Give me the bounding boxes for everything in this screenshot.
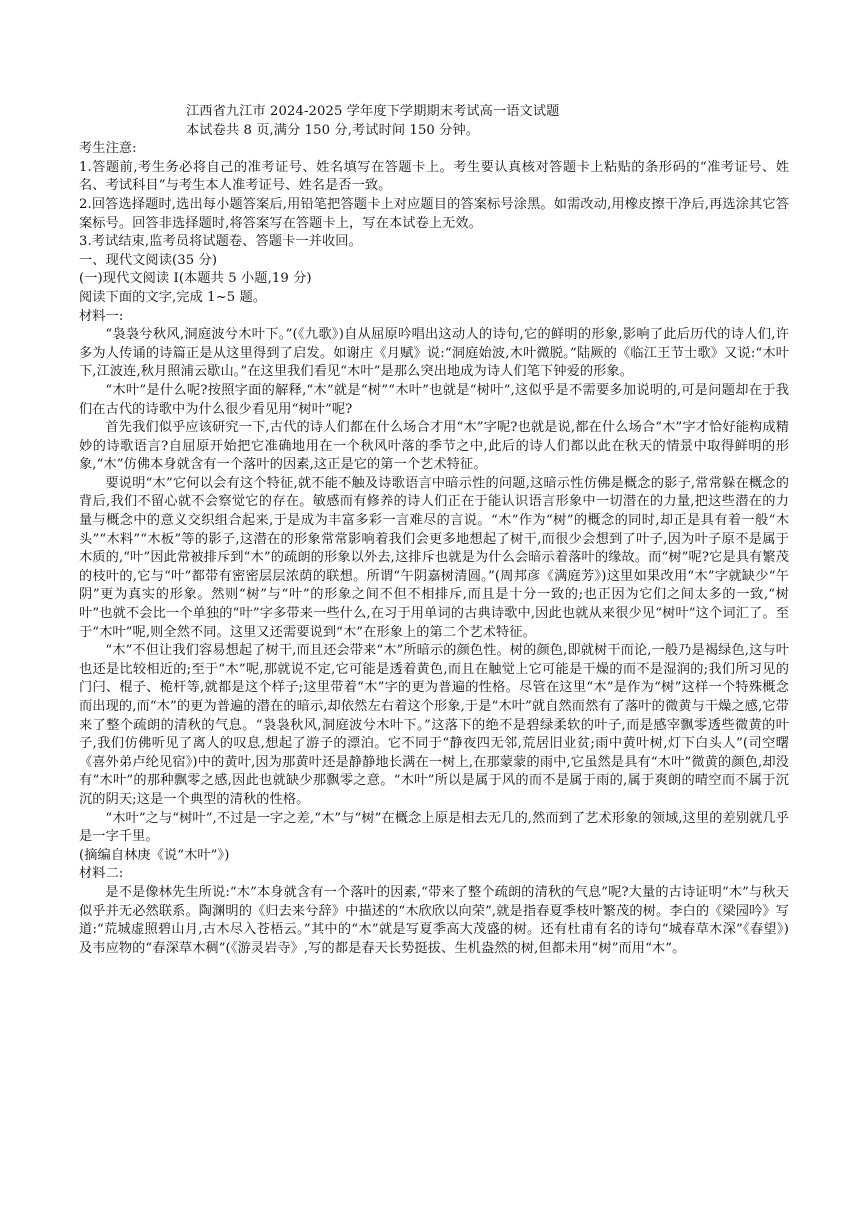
section-subtitle: (一)现代文阅读 I(本题共 5 小题,19 分)	[79, 271, 312, 287]
notice-item: 3.考试结束,监考员将试题卷、答题卡一并收回。	[79, 234, 362, 250]
material-1-source: (摘编自林庚《说“木叶”》)	[79, 847, 230, 863]
exam-page	[79, 103, 789, 958]
exam-title: 江西省九江市 2024-2025 学年度下学期期末考试高一语文试题	[186, 104, 560, 119]
material-1-paragraph: “木”不但让我们容易想起了树干,而且还会带来“木”所暗示的颜色性。树的颜色,即就树干而论,一般乃是褐绿色,这与叶也还是比较相近的;至于“木”呢,那就说不定,它可能是透着黄色,而且在触觉上它可能是干燥的而不是湿润的;我们所习见的门闩、棍子、桅杆等,就都是这个样子;这里带着“木”字的更为普遍的性格。尽管在这里“木”是作为“树”这样一个特殊概念而出现的,而“木”的更为普遍的潜在的暗示,却依然左右着这个形象,于是“木叶”就自然而然有了落叶的微黄与干燥之感,它带来了整个疏朗的清秋的气息。“袅袅秋风,洞庭波兮木叶下。”这落下的绝不是碧绿柔软的叶子,而是感宰飘零透些微黄的叶子,我们仿佛听见了离人的叹息,想起了游子的漂泊。它不同于“静夜四无邻,荒居旧业贫;雨中黄叶树,灯下白头人”(司空曙《喜外弟卢纶见宿》)中的黄叶,因为那黄叶还是静静地长满在一树上,在那蒙蒙的雨中,它虽然是具有“木叶”微黄的颜色,却没有“木叶”的那种飘零之感,因此也就缺少那飘零之意。“木叶”所以是属于风的而不是属于雨的,属于爽朗的晴空而不属于沉沉的阴天;这是一个典型的清秋的性格。	[79, 643, 789, 807]
material-2-label: 材料二:	[79, 866, 124, 882]
exam-header	[79, 103, 789, 140]
material-1-paragraph: 首先我们似乎应该研究一下,古代的诗人们都在什么场合才用“木”字呢?也就是说,都在什么场合“木”字才恰好能构成精妙的诗歌语言?自屈原开始把它准确地用在一个秋风叶落的季节之中,此后的诗人们都以此在秋天的情景中取得鲜明的形象,“木”仿佛本身就含有一个落叶的因素,这正是它的第一个艺术特征。	[79, 420, 789, 473]
material-1-paragraph: “袅袅兮秋风,洞庭波兮木叶下。”(《九歌》)自从屈原吟唱出这动人的诗句,它的鲜明的形象,影响了此后历代的诗人们,许多为人传诵的诗篇正是从这里得到了启发。如谢庄《月赋》说:“洞庭始波,木叶微脱。”陆厥的《临江王节士歌》又说:“木叶下,江波连,秋月照浦云歇山。”在这里我们看见“木叶”是那么突出地成为诗人们笔下钟爱的形象。	[79, 327, 789, 380]
material-1-paragraph: “木叶”是什么呢?按照字面的解释,“木”就是“树”“木叶”也就是“树叶”,这似乎是不需要多加说明的,可是问题却在于我们在古代的诗歌中为什么很少看见用“树叶”呢?	[79, 382, 789, 417]
material-1-paragraph: “木叶”之与“树叶”,不过是一字之差,“木”与“树”在概念上原是相去无几的,然而到了艺术形象的领域,这里的差别就几乎是一字千里。	[79, 810, 789, 845]
material-1-label: 材料一:	[79, 308, 124, 324]
section-instruction: 阅读下面的文字,完成 1~5 题。	[79, 289, 267, 305]
notice-item: 2.回答选择题时,选出每小题答案后,用铅笔把答题卡上对应题目的答案标号涂黑。如需改动,用橡皮擦干净后,再选涂其它答案标号。回答非选择题时,将答案写在答题卡上，写在本试卷上无效。	[79, 196, 789, 231]
notice-item: 1.答题前,考生务必将自己的准考证号、姓名填写在答题卡上。考生要认真核对答题卡上粘贴的条形码的“准考证号、姓名、考试科目”与考生本人准考证号、姓名是否一致。	[79, 159, 789, 194]
material-1-paragraph: 要说明“木”它何以会有这个特征,就不能不触及诗歌语言中暗示性的问题,这暗示性仿佛是概念的影子,常常躲在概念的背后,我们不留心就不会察觉它的存在。敏感而有修养的诗人们正在于能认识语言形象中一切潜在的力量,把这些潜在的力量与概念中的意义交织组合起来,于是成为丰富多彩一言难尽的言说。“木”作为“树”的概念的同时,却正是具有着一般“木头”“木料”“木板”等的影子,这潜在的形象常常影响着我们会更多地想起了树干,而很少会想到了叶子,因为叶子原不是属于木质的,“叶”因此常被排斥到“木”的疏朗的形象以外去,这排斥也就是为什么会暗示着落叶的缘故。而“树”呢?它是具有繁茂的枝叶的,它与“叶”都带有密密层层浓荫的联想。所谓“午阴嘉树清圆。”(周邦彦《满庭芳》)这里如果改用“木”字就缺少“午阴”更为真实的形象。然则“树”与“叶”的形象之间不但不相排斥,而且是十分一致的;也正因为它们之间太多的一致,“树叶”也就不会比一个单独的“叶”字多带来一些什么,在习于用单词的古典诗歌中,因此也就从来很少见“树叶”这个词汇了。至于“木叶”呢,则全然不同。这里又还需要说到“木”在形象上的第二个艺术特征。	[79, 475, 789, 640]
section-title: 一、现代文阅读(35 分)	[79, 252, 218, 268]
notice-heading: 考生注意:	[79, 141, 137, 157]
material-2-paragraph: 是不是像林先生所说:“木”本身就含有一个落叶的因素,“带来了整个疏朗的清秋的气息”呢?大量的古诗证明“木”与秋天似乎并无必然联系。陶渊明的《归去来兮辞》中描述的“木欣欣以向荣”,就是指春夏季枝叶繁茂的树。李白的《梁园吟》写道:“荒城虚照碧山月,古木尽入苍梧云。”其中的“木”就是写夏季高大茂盛的树。还有杜甫有名的诗句“城春草木深”《春望》)及韦应物的“春深草木稠”(《游灵岩寺》,写的都是春天长势挺拔、生机盎然的树,但都未用“树”而用“木”。	[79, 884, 789, 956]
exam-subtitle: 本试卷共 8 页,满分 150 分,考试时间 150 分钟。	[186, 122, 480, 138]
